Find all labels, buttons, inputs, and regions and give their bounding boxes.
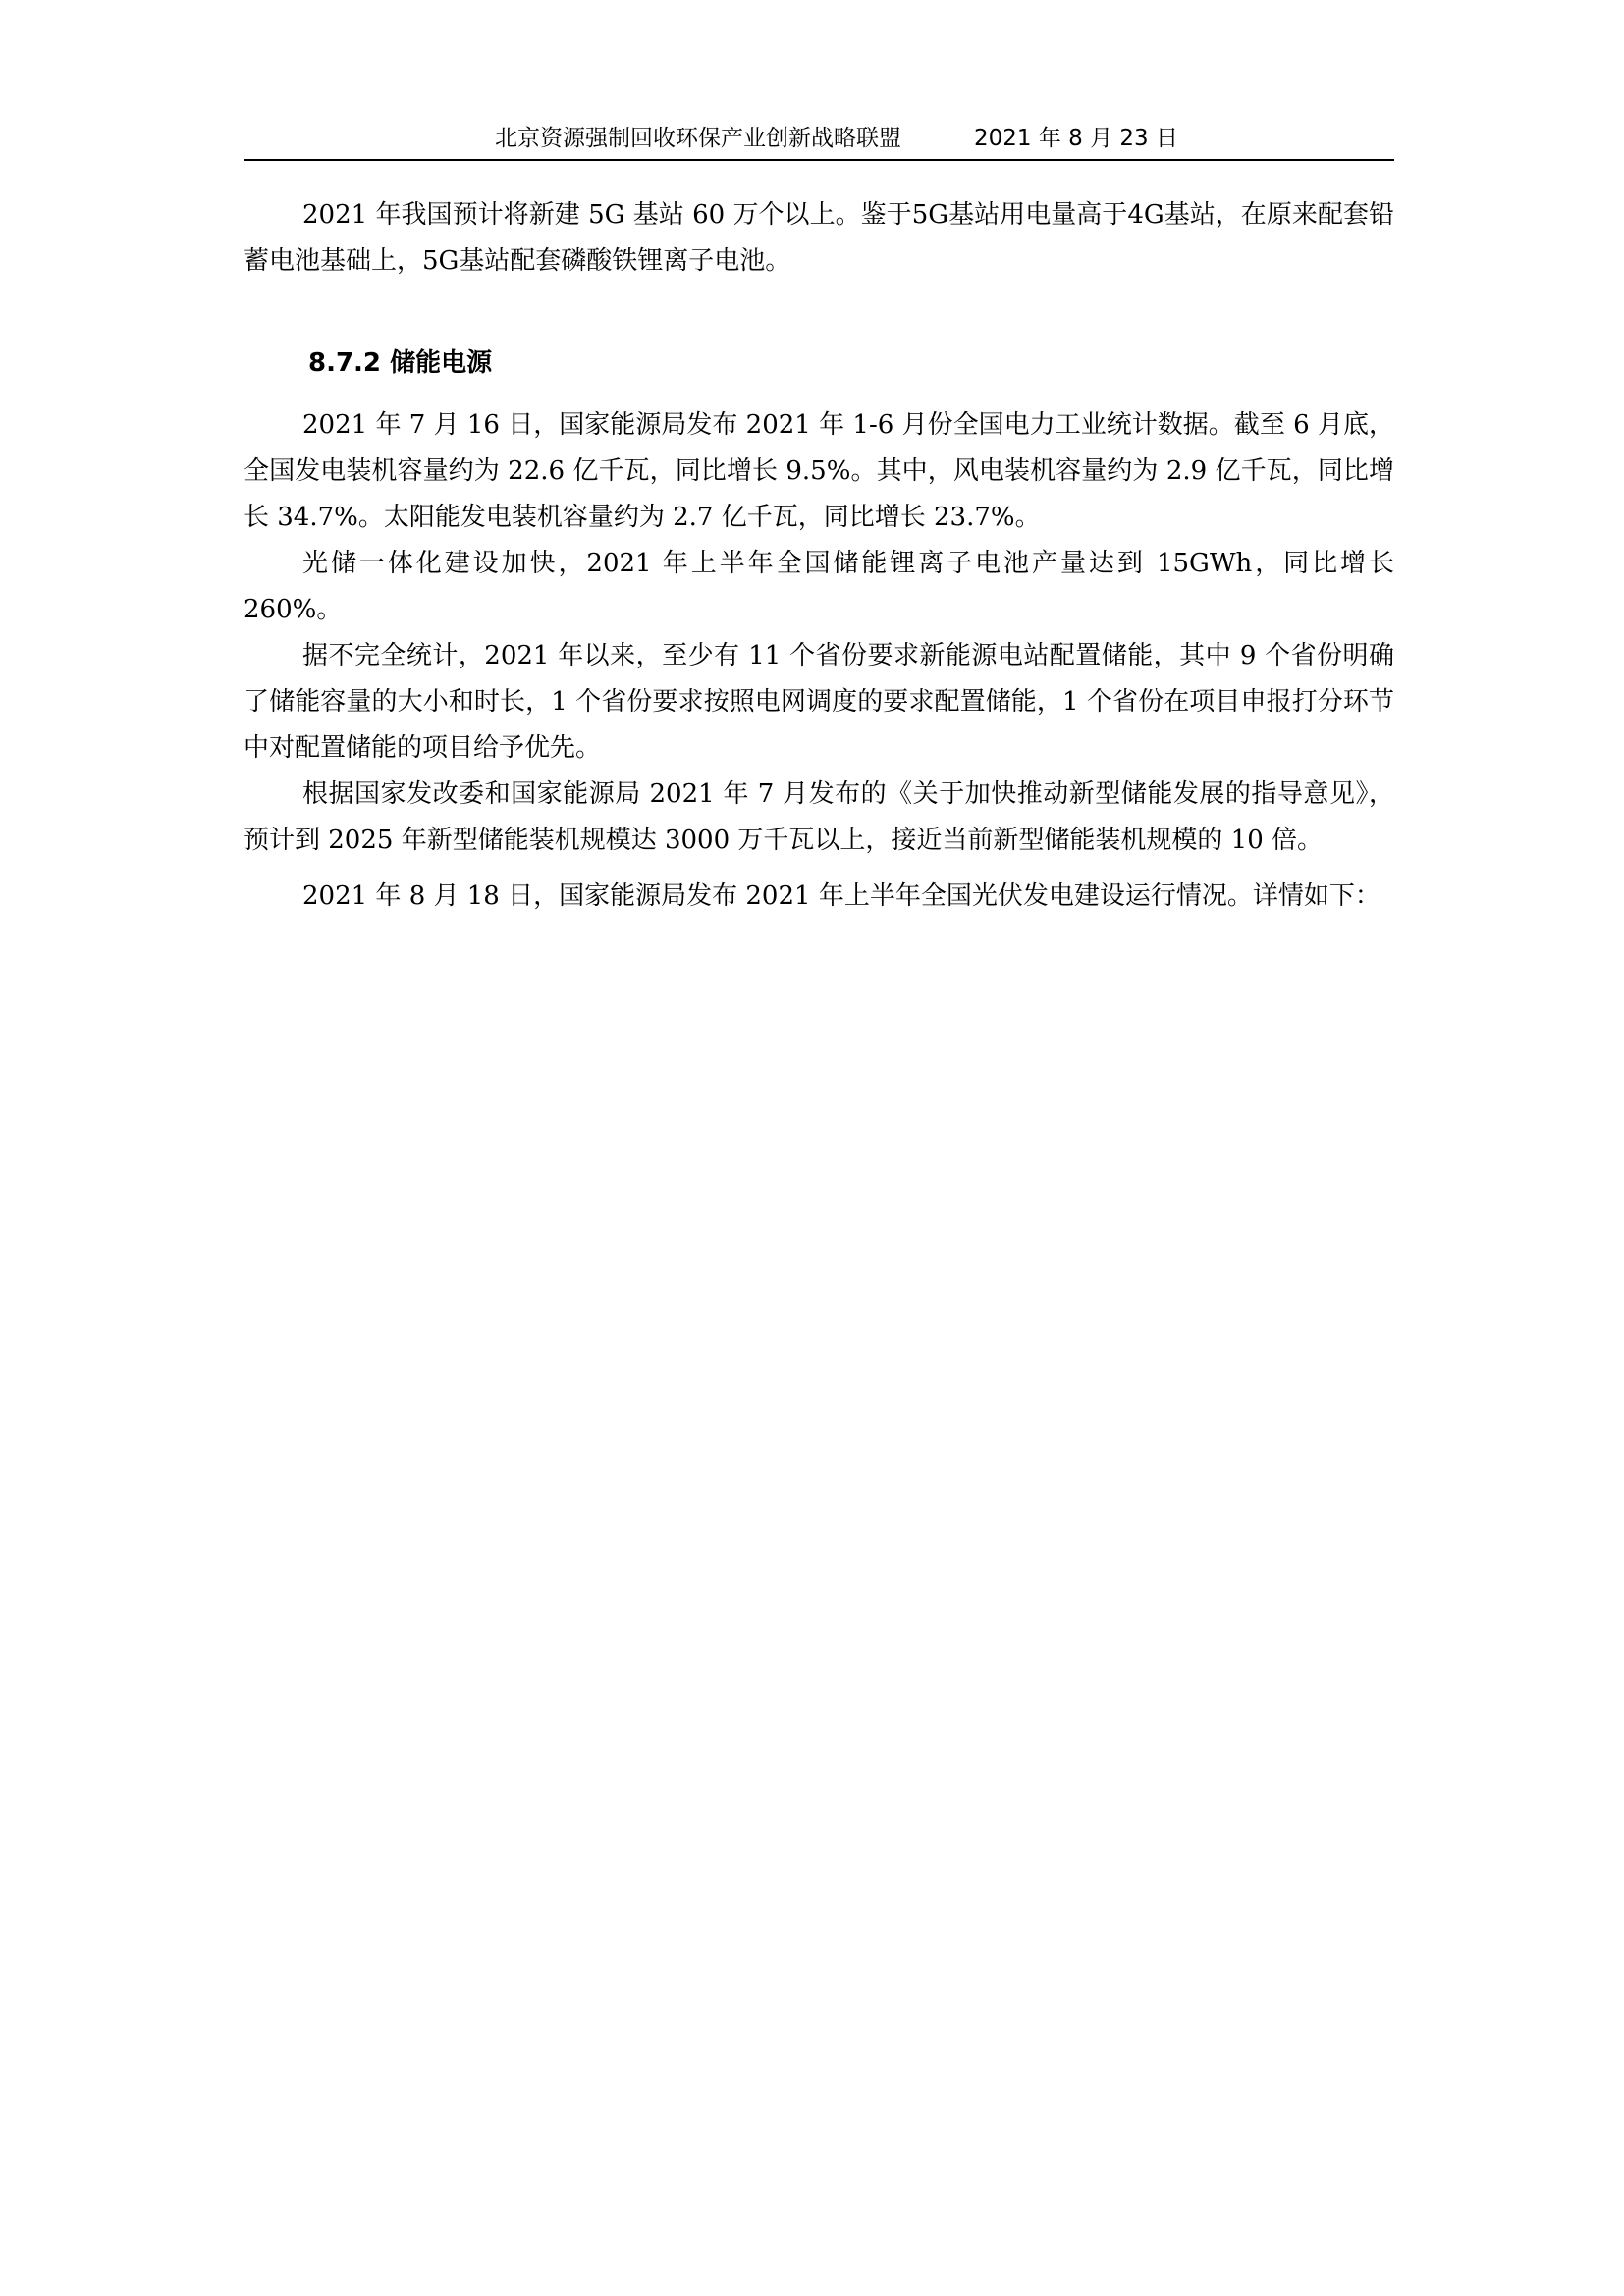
section-heading: 8.7.2 储能电源 [308, 348, 493, 378]
header-organization: 北京资源强制回收环保产业创新战略联盟 [495, 126, 901, 151]
paragraph-provinces: 据不完全统计，2021 年以来，至少有 11 个省份要求新能源电站配置储能，其中 9 个省份明确了储能容量的大小和时长，1 个省份要求按照电网调度的要求配置储能，1 个省份在项目申报打分环节中对配置储能的项目给予优先。 [244, 641, 1394, 763]
header-date: 2021 年 8 月 23 日 [974, 126, 1178, 151]
paragraph-power-statistics: 2021 年 7 月 16 日，国家能源局发布 2021 年 1-6 月份全国电力工业统计数据。截至 6 月底，全国发电装机容量约为 22.6 亿千瓦，同比增长 9.5%。其中，风电装机容量约为 2.9 亿千瓦，同比增长 34.7%。太阳能发电装机容量约为 2.7 亿千瓦，同比增长 23.7%。 [244, 410, 1394, 532]
closing-paragraph: 2021 年 8 月 18 日，国家能源局发布 2021 年上半年全国光伏发电建设运行情况。详情如下： [302, 881, 1380, 911]
document-body [244, 192, 1394, 921]
intro-paragraph: 2021 年我国预计将新建 5G 基站 60 万个以上。鉴于5G基站用电量高于4G基站，在原来配套铅蓄电池基础上，5G基站配套磷酸铁锂离子电池。 [244, 200, 1394, 276]
paragraph-storage-battery: 光储一体化建设加快，2021 年上半年全国储能锂离子电池产量达到 15GWh，同比增长 260%。 [244, 549, 1394, 624]
paragraph-guidance: 根据国家发改委和国家能源局 2021 年 7 月发布的《关于加快推动新型储能发展的指导意见》，预计到 2025 年新型储能装机规模达 3000 万千瓦以上，接近当前新型储能装机规模的 10 倍。 [244, 779, 1394, 855]
page-header [244, 118, 1394, 161]
